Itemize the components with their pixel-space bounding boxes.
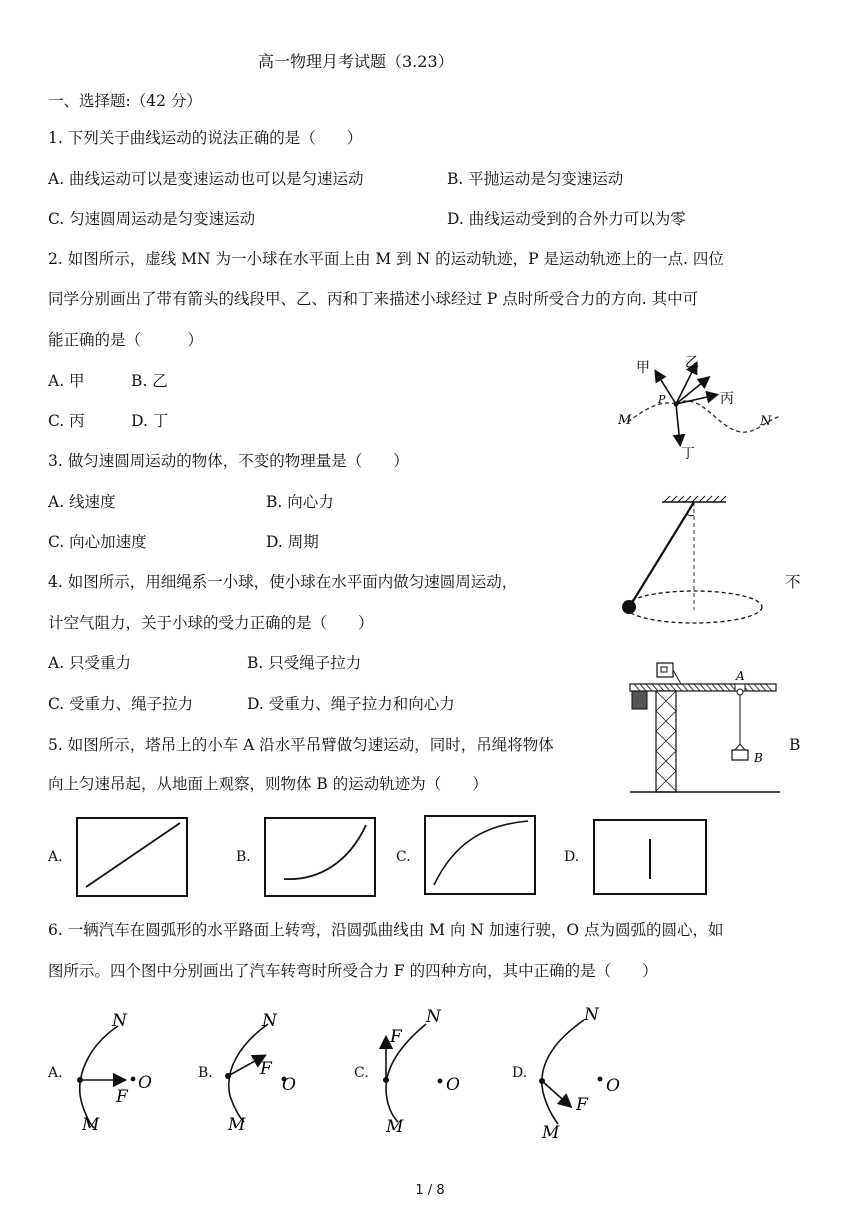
q5-option-a-path bbox=[76, 817, 188, 897]
q5-stem-line2: 向上匀速吊起，从地面上观察，则物体 B 的运动轨迹为（ ） bbox=[48, 775, 488, 793]
label-b: B bbox=[754, 751, 763, 765]
label-n: N bbox=[584, 1005, 599, 1025]
label-m: M bbox=[542, 1123, 560, 1142]
label-f: F bbox=[390, 1027, 402, 1047]
q6-option-a-label: A. bbox=[48, 1065, 63, 1081]
q6-option-a-figure bbox=[66, 1008, 166, 1140]
label-yi: 乙 bbox=[685, 355, 699, 371]
q2-stem-line1: 2. 如图所示，虚线 MN 为一小球在水平面上由 M 到 N 的运动轨迹，P 是运动轨迹上的一点. 四位 bbox=[48, 250, 724, 268]
label-n: N bbox=[262, 1011, 277, 1031]
q3-option-c: C. 向心加速度 bbox=[48, 533, 147, 551]
q5-option-c-label: C. bbox=[396, 849, 411, 865]
q2-options-ab: A. 甲 B. 乙 bbox=[48, 372, 168, 390]
label-jia: 甲 bbox=[636, 360, 650, 376]
q4-option-a: A. 只受重力 bbox=[48, 654, 132, 672]
label-o: O bbox=[446, 1075, 460, 1095]
q5-option-a-label: A. bbox=[48, 849, 63, 865]
q5-option-d-label: D. bbox=[564, 849, 580, 865]
q4-option-c: C. 受重力、绳子拉力 bbox=[48, 695, 194, 713]
q5-option-b-label: B. bbox=[236, 849, 251, 865]
q1-option-a: A. 曲线运动可以是变速运动也可以是匀速运动 bbox=[48, 170, 364, 188]
q6-stem-line2: 图所示。四个图中分别画出了汽车转弯时所受合力 F 的四种方向，其中正确的是（ ） bbox=[48, 962, 658, 980]
q6-option-d-figure bbox=[528, 1002, 628, 1142]
q6-option-c-label: C. bbox=[354, 1065, 369, 1081]
q6-stem-line1: 6. 一辆汽车在圆弧形的水平路面上转弯，沿圆弧曲线由 M 向 N 加速行驶，O 点为圆弧的圆心，如 bbox=[48, 921, 724, 939]
label-n: N bbox=[112, 1011, 127, 1031]
q3-option-d: D. 周期 bbox=[266, 533, 319, 551]
q5-option-d-path bbox=[593, 819, 707, 895]
label-m: M bbox=[82, 1115, 100, 1135]
q2-options-cd: C. 丙 D. 丁 bbox=[48, 412, 169, 430]
page-title: 高一物理月考试题（3.23） bbox=[258, 52, 454, 71]
q4-stem-line2: 计空气阻力，关于小球的受力正确的是（ ） bbox=[48, 614, 374, 632]
label-ding: 丁 bbox=[681, 446, 695, 462]
q1-option-c: C. 匀速圆周运动是匀变速运动 bbox=[48, 210, 256, 228]
q3-stem: 3. 做匀速圆周运动的物体，不变的物理量是（ ） bbox=[48, 452, 409, 470]
label-m: M bbox=[386, 1117, 404, 1137]
section-heading: 一、选择题:（42 分） bbox=[48, 92, 202, 110]
q6-option-d-label: D. bbox=[512, 1065, 528, 1081]
q5-option-b-path bbox=[264, 817, 376, 897]
q6-option-c-figure bbox=[370, 1004, 470, 1140]
q5-stem-line1-tail: B bbox=[789, 736, 801, 754]
q4-stem-line1-tail: 不 bbox=[785, 573, 801, 591]
label-p: P bbox=[658, 393, 666, 406]
label-bing: 丙 bbox=[720, 391, 734, 407]
q1-option-b: B. 平抛运动是匀变速运动 bbox=[447, 170, 624, 188]
q5-option-c-path bbox=[424, 815, 536, 895]
q2-stem-line3: 能正确的是（ ） bbox=[48, 331, 204, 349]
q2-trajectory-figure bbox=[606, 350, 806, 465]
label-o: O bbox=[606, 1076, 620, 1096]
label-f: F bbox=[260, 1059, 272, 1079]
q1-stem: 1. 下列关于曲线运动的说法正确的是（ ） bbox=[48, 129, 363, 147]
q4-option-d: D. 受重力、绳子拉力和向心力 bbox=[247, 695, 455, 713]
q1-option-d: D. 曲线运动受到的合外力可以为零 bbox=[447, 210, 686, 228]
page-number: 1 / 8 bbox=[415, 1183, 445, 1198]
label-f: F bbox=[116, 1087, 128, 1107]
q6-option-b-figure bbox=[214, 1008, 314, 1140]
q4-stem-line1: 4. 如图所示，用细绳系一小球，使小球在水平面内做匀速圆周运动， bbox=[48, 573, 518, 591]
label-o: O bbox=[138, 1073, 152, 1093]
q2-stem-line2: 同学分别画出了带有箭头的线段甲、乙、丙和丁来描述小球经过 P 点时所受合力的方向. 其中可 bbox=[48, 290, 699, 308]
q3-option-a: A. 线速度 bbox=[48, 493, 116, 511]
q6-option-b-label: B. bbox=[198, 1065, 213, 1081]
label-o: O bbox=[282, 1075, 296, 1095]
q5-stem-line1: 5. 如图所示，塔吊上的小车 A 沿水平吊臂做匀速运动，同时，吊绳将物体 bbox=[48, 736, 554, 754]
q4-conical-pendulum-figure bbox=[614, 492, 774, 627]
q4-option-b: B. 只受绳子拉力 bbox=[247, 654, 362, 672]
q5-tower-crane-figure bbox=[626, 658, 782, 798]
label-a: A bbox=[736, 669, 745, 683]
label-m: M bbox=[228, 1115, 246, 1135]
label-n: N bbox=[426, 1007, 441, 1027]
label-f: F bbox=[576, 1095, 588, 1115]
label-m: M bbox=[618, 413, 632, 428]
q3-option-b: B. 向心力 bbox=[266, 493, 334, 511]
label-n: N bbox=[760, 414, 772, 429]
